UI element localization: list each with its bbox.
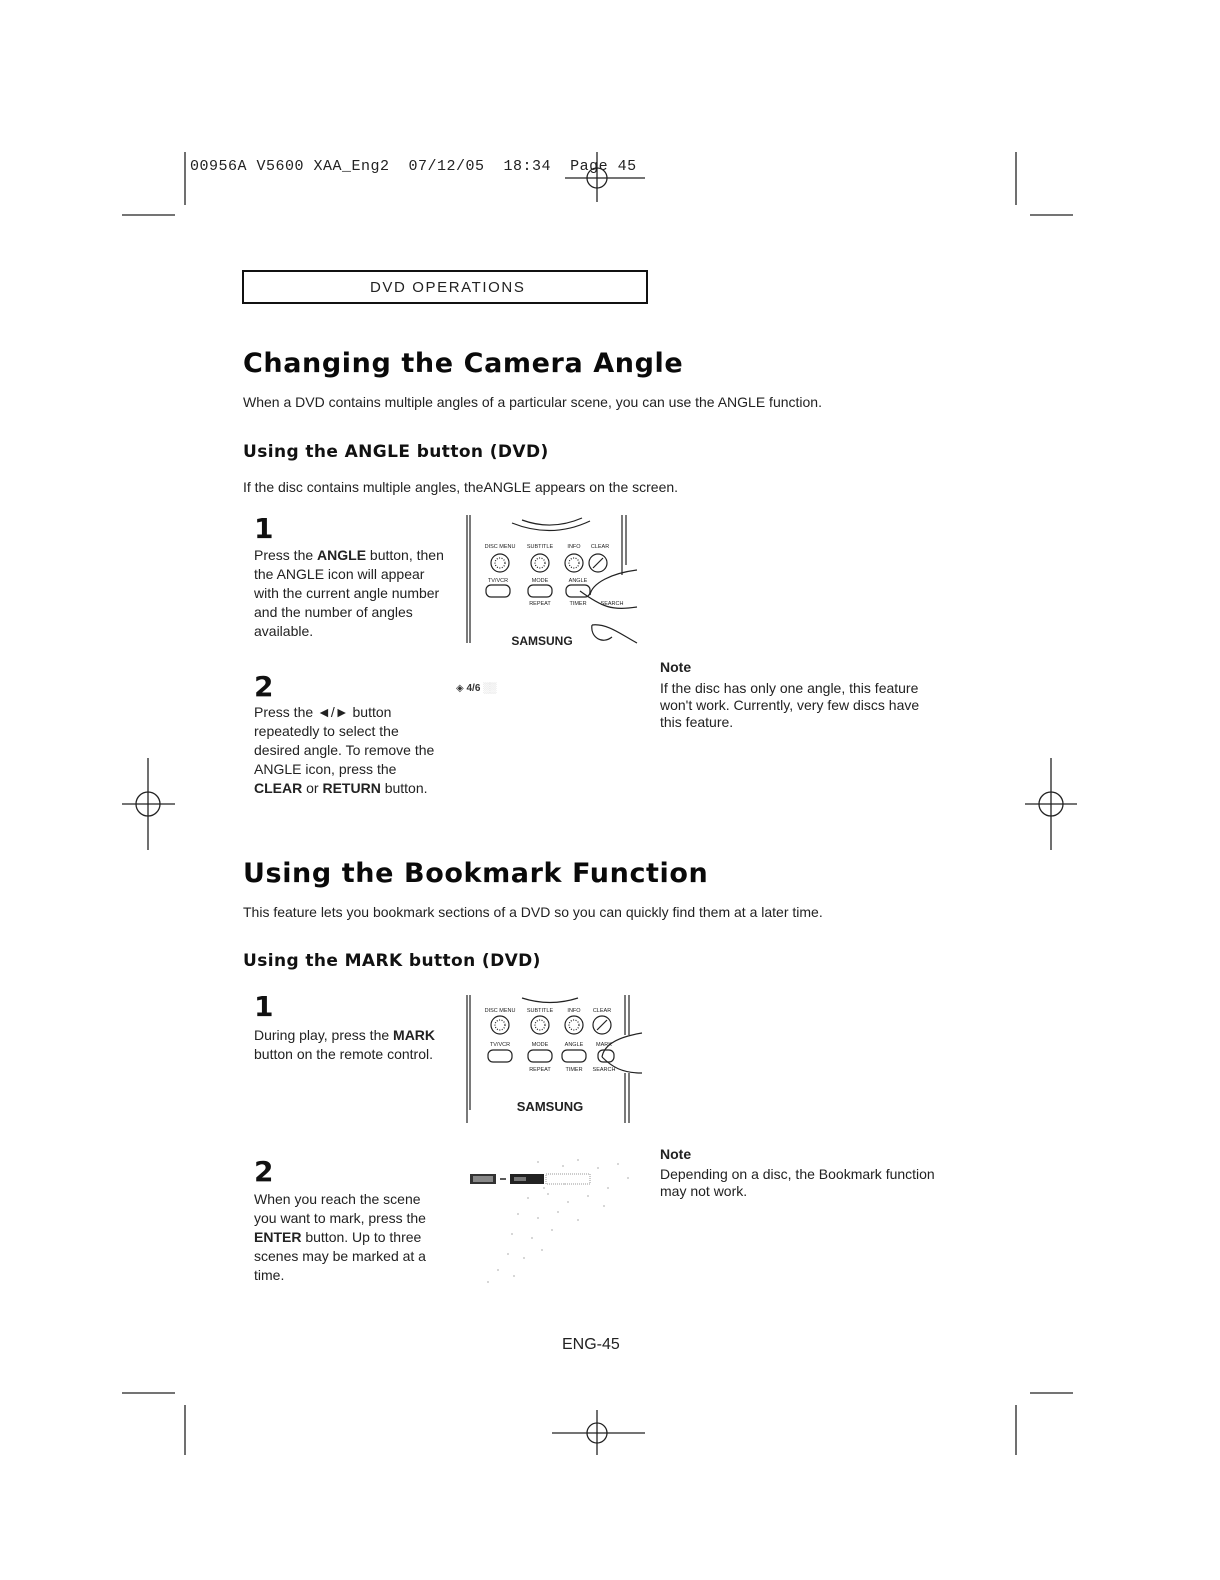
bookmark-step2-text-a: When you reach the scene you want to mark, press the [254,1191,426,1226]
section-header-box [242,270,648,304]
osd-dither-icon: ░░ [483,683,496,694]
remote-illustration-mark [462,995,647,1125]
bookmark-note-title: Note [660,1146,692,1162]
angle-step2-text-b: or [302,780,323,796]
bookmark-note-text: Depending on a disc, the Bookmark function may not work. [660,1166,935,1199]
remote2-label-search: SEARCH [592,1067,616,1073]
remote2-label-mark: MARK [596,1042,612,1048]
remote1-brand: SAMSUNG [511,634,573,645]
bookmark-step1-text-a: During play, press the [254,1027,394,1043]
angle-osd-value: 4/6 [466,683,481,694]
bookmark-section-title: Using the Bookmark Function [243,858,709,889]
remote2-label-mode: MODE [531,1042,549,1048]
remote2-label-timer: TIMER [565,1067,583,1073]
angle-step2-number: 2 [254,670,274,703]
bookmark-step1-text-b: button on the remote control. [254,1046,433,1062]
remote2-label-info: INFO [567,1008,581,1014]
remote1-label-clear: CLEAR [590,544,610,550]
section-label: DVD OPERATIONS [370,279,526,296]
bookmark-step2-number: 2 [254,1155,274,1188]
bookmark-step1-bold: MARK [393,1027,436,1043]
bookmark-step2-bold: ENTER [254,1229,302,1245]
angle-section-title: Changing the Camera Angle [243,348,684,379]
angle-subtitle: Using the ANGLE button (DVD) [243,442,549,462]
angle-note-text: If the disc has only one angle, this feature won't work. Currently, very few discs have this feature. [660,680,920,730]
remote2-label-subtitle: SUBTITLE [526,1008,554,1014]
remote1-label-angle: ANGLE [568,578,588,584]
angle-subintro: If the disc contains multiple angles, theANGLE appears on the screen. [243,479,679,495]
remote2-label-repeat: REPEAT [529,1067,551,1073]
angle-note-title: Note [660,659,692,675]
angle-step2-text-c: button. [380,780,428,796]
bookmark-subtitle: Using the MARK button (DVD) [243,951,541,971]
remote1-label-repeat: REPEAT [529,601,551,607]
angle-step2-text [254,703,444,798]
angle-step1-number: 1 [254,512,274,545]
camera-icon: ◈ [456,683,464,694]
remote1-label-info: INFO [567,544,581,550]
remote1-label-mode: MODE [531,578,549,584]
angle-step2-bold-return: RETURN [322,780,381,796]
bookmark-step2-text-b: button. Up to three scenes may be marked at a time. [254,1229,426,1283]
page-number: ENG-45 [562,1336,620,1353]
angle-step1-text [254,546,444,641]
angle-step1-text-b: button, then the ANGLE icon will appear with the current angle number and the number of angles available. [254,547,444,639]
angle-step2-text-a: Press the ◄/► button repeatedly to select the desired angle. To remove the ANGLE icon, press the [254,704,435,777]
print-slug [190,158,637,175]
angle-step2-bold-clear: CLEAR [254,780,303,796]
remote2-brand: SAMSUNG [516,1099,584,1114]
remote1-label-subtitle: SUBTITLE [526,544,554,550]
angle-osd-indicator [456,683,495,694]
remote1-label-search: SEARCH [600,601,624,607]
print-page-label: Page 45 [570,158,637,175]
angle-step1-bold: ANGLE [317,547,367,563]
bookmark-section-intro: This feature lets you bookmark sections of a DVD so you can quickly find them at a later time. [243,904,823,920]
bookmark-step1-number: 1 [254,990,274,1023]
remote1-label-discmenu: DISC MENU [484,544,516,550]
remote-illustration-angle [462,515,647,645]
bookmark-osd-illustration [468,1158,638,1288]
angle-step1-text-a: Press the [254,547,318,563]
bookmark-step1-text [254,1026,444,1064]
remote2-label-tvvcr: TV/VCR [489,1042,511,1048]
remote2-label-angle: ANGLE [564,1042,584,1048]
remote2-label-discmenu: DISC MENU [484,1008,516,1014]
remote2-label-clear: CLEAR [592,1008,612,1014]
angle-section-intro: When a DVD contains multiple angles of a particular scene, you can use the ANGLE function. [243,394,822,410]
print-slug-text: 00956A V5600 XAA_Eng2 07/12/05 18:34 [190,158,552,175]
bookmark-step2-text [254,1190,444,1285]
remote1-label-tvvcr: TV/VCR [487,578,509,584]
remote1-label-timer: TIMER [569,601,587,607]
